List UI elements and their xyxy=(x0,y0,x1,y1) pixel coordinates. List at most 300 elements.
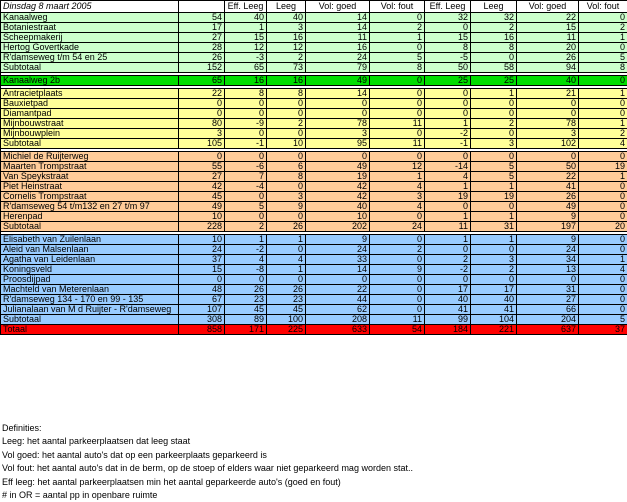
street-name-cell[interactable]: Agatha van Leidenlaan xyxy=(1,255,179,265)
street-name-cell[interactable]: Julianalaan van M d Ruijter - R'damseweg xyxy=(1,305,179,315)
value-cell[interactable]: 0 xyxy=(370,89,425,99)
street-name-cell[interactable]: Machteld van Meterenlaan xyxy=(1,285,179,295)
value-cell[interactable]: 65 xyxy=(225,63,267,73)
street-name-cell[interactable]: Hertog Govertkade xyxy=(1,43,179,53)
street-name-cell[interactable]: Piet Heinstraat xyxy=(1,182,179,192)
value-cell[interactable]: 1 xyxy=(471,212,517,222)
value-cell[interactable]: 40 xyxy=(306,202,370,212)
value-cell[interactable]: 0 xyxy=(579,212,627,222)
value-cell[interactable]: 23 xyxy=(225,295,267,305)
value-cell[interactable]: 3 xyxy=(267,23,306,33)
street-name-cell[interactable]: Scheepmakerij xyxy=(1,33,179,43)
value-cell[interactable]: -9 xyxy=(225,119,267,129)
value-cell[interactable]: 5 xyxy=(579,53,627,63)
value-cell[interactable]: 16 xyxy=(267,33,306,43)
value-cell[interactable]: 100 xyxy=(267,315,306,325)
value-cell[interactable]: 102 xyxy=(517,139,579,149)
value-cell[interactable]: 9 xyxy=(517,212,579,222)
value-cell[interactable]: 637 xyxy=(517,325,579,335)
value-cell[interactable]: 14 xyxy=(306,13,370,23)
value-cell[interactable]: 0 xyxy=(179,275,225,285)
value-cell[interactable]: 0 xyxy=(179,99,225,109)
value-cell[interactable]: 1 xyxy=(471,89,517,99)
value-cell[interactable]: 0 xyxy=(517,275,579,285)
value-cell[interactable]: 204 xyxy=(517,315,579,325)
value-cell[interactable]: 6 xyxy=(267,162,306,172)
value-cell[interactable]: 4 xyxy=(267,255,306,265)
value-cell[interactable]: 0 xyxy=(579,202,627,212)
value-cell[interactable]: 55 xyxy=(179,162,225,172)
value-cell[interactable]: 27 xyxy=(179,33,225,43)
value-cell[interactable]: 99 xyxy=(425,315,471,325)
street-name-cell[interactable]: Proosdijpad xyxy=(1,275,179,285)
value-cell[interactable]: 10 xyxy=(179,235,225,245)
value-cell[interactable]: 67 xyxy=(179,295,225,305)
value-cell[interactable]: -5 xyxy=(425,53,471,63)
value-cell[interactable]: 5 xyxy=(471,172,517,182)
value-cell[interactable]: 2 xyxy=(370,245,425,255)
value-cell[interactable]: 8 xyxy=(267,89,306,99)
value-cell[interactable]: 0 xyxy=(579,152,627,162)
value-cell[interactable]: 80 xyxy=(179,119,225,129)
value-cell[interactable]: 40 xyxy=(267,13,306,23)
value-cell[interactable]: 23 xyxy=(267,295,306,305)
value-cell[interactable]: -6 xyxy=(225,162,267,172)
street-name-cell[interactable]: Kanaalweg 2b xyxy=(1,76,179,86)
value-cell[interactable]: 0 xyxy=(425,23,471,33)
value-cell[interactable]: 4 xyxy=(370,202,425,212)
value-cell[interactable]: 22 xyxy=(517,172,579,182)
value-cell[interactable]: -2 xyxy=(425,265,471,275)
value-cell[interactable]: 15 xyxy=(179,265,225,275)
value-cell[interactable]: 221 xyxy=(471,325,517,335)
value-cell[interactable]: 2 xyxy=(471,119,517,129)
value-cell[interactable]: -3 xyxy=(225,53,267,63)
value-cell[interactable]: 95 xyxy=(306,139,370,149)
value-cell[interactable]: 13 xyxy=(517,265,579,275)
value-cell[interactable]: 66 xyxy=(517,305,579,315)
value-cell[interactable]: 0 xyxy=(179,109,225,119)
value-cell[interactable]: -14 xyxy=(425,162,471,172)
value-cell[interactable]: 0 xyxy=(425,89,471,99)
value-cell[interactable]: 41 xyxy=(471,305,517,315)
value-cell[interactable]: 0 xyxy=(267,212,306,222)
value-cell[interactable]: 2 xyxy=(370,23,425,33)
value-cell[interactable]: 0 xyxy=(579,305,627,315)
value-cell[interactable]: 7 xyxy=(225,172,267,182)
value-cell[interactable]: 73 xyxy=(267,63,306,73)
value-cell[interactable]: 0 xyxy=(370,295,425,305)
value-cell[interactable]: -8 xyxy=(225,265,267,275)
value-cell[interactable]: 19 xyxy=(471,192,517,202)
value-cell[interactable]: 16 xyxy=(471,33,517,43)
value-cell[interactable]: 26 xyxy=(179,53,225,63)
value-cell[interactable]: 0 xyxy=(225,109,267,119)
value-cell[interactable]: 0 xyxy=(425,109,471,119)
value-cell[interactable]: 45 xyxy=(225,305,267,315)
value-cell[interactable]: 24 xyxy=(179,245,225,255)
value-cell[interactable]: 25 xyxy=(471,76,517,86)
value-cell[interactable]: 49 xyxy=(306,76,370,86)
value-cell[interactable]: 24 xyxy=(306,245,370,255)
value-cell[interactable]: 1 xyxy=(267,265,306,275)
value-cell[interactable]: 9 xyxy=(517,235,579,245)
street-name-cell[interactable]: Koningsveld xyxy=(1,265,179,275)
value-cell[interactable]: 8 xyxy=(579,63,627,73)
value-cell[interactable]: 15 xyxy=(225,33,267,43)
value-cell[interactable]: 40 xyxy=(425,295,471,305)
value-cell[interactable]: 11 xyxy=(370,119,425,129)
value-cell[interactable]: 0 xyxy=(370,109,425,119)
value-cell[interactable]: 9 xyxy=(267,202,306,212)
value-cell[interactable]: 0 xyxy=(267,129,306,139)
value-cell[interactable]: 34 xyxy=(517,255,579,265)
value-cell[interactable]: 0 xyxy=(225,192,267,202)
street-name-cell[interactable]: R'damseweg 134 - 170 en 99 - 135 xyxy=(1,295,179,305)
value-cell[interactable]: 31 xyxy=(471,222,517,232)
value-cell[interactable]: 0 xyxy=(517,99,579,109)
value-cell[interactable]: 152 xyxy=(179,63,225,73)
value-cell[interactable]: 24 xyxy=(370,222,425,232)
street-name-cell[interactable]: Cornelis Trompstraat xyxy=(1,192,179,202)
value-cell[interactable]: 12 xyxy=(225,43,267,53)
street-name-cell[interactable]: Subtotaal xyxy=(1,139,179,149)
value-cell[interactable]: 8 xyxy=(471,43,517,53)
value-cell[interactable]: 4 xyxy=(425,172,471,182)
value-cell[interactable]: 26 xyxy=(267,222,306,232)
value-cell[interactable]: 9 xyxy=(370,265,425,275)
value-cell[interactable]: 3 xyxy=(471,139,517,149)
street-name-cell[interactable]: Mijnbouwplein xyxy=(1,129,179,139)
value-cell[interactable]: 1 xyxy=(579,119,627,129)
value-cell[interactable]: 228 xyxy=(179,222,225,232)
value-cell[interactable]: 65 xyxy=(179,76,225,86)
value-cell[interactable]: 33 xyxy=(306,255,370,265)
value-cell[interactable]: 22 xyxy=(306,285,370,295)
value-cell[interactable]: 15 xyxy=(425,33,471,43)
value-cell[interactable]: 22 xyxy=(517,13,579,23)
value-cell[interactable]: 3 xyxy=(471,255,517,265)
value-cell[interactable]: 0 xyxy=(579,235,627,245)
value-cell[interactable]: 1 xyxy=(579,33,627,43)
value-cell[interactable]: 1 xyxy=(370,33,425,43)
value-cell[interactable]: 858 xyxy=(179,325,225,335)
value-cell[interactable]: 0 xyxy=(425,245,471,255)
value-cell[interactable]: 0 xyxy=(425,202,471,212)
value-cell[interactable]: 14 xyxy=(306,89,370,99)
value-cell[interactable]: 0 xyxy=(425,275,471,285)
value-cell[interactable]: 4 xyxy=(579,139,627,149)
value-cell[interactable]: 0 xyxy=(306,99,370,109)
value-cell[interactable]: 2 xyxy=(471,265,517,275)
value-cell[interactable]: 197 xyxy=(517,222,579,232)
value-cell[interactable]: 0 xyxy=(579,43,627,53)
value-cell[interactable]: 3 xyxy=(267,192,306,202)
value-cell[interactable]: 0 xyxy=(579,109,627,119)
value-cell[interactable]: 2 xyxy=(267,119,306,129)
value-cell[interactable]: 0 xyxy=(579,182,627,192)
value-cell[interactable]: 0 xyxy=(579,245,627,255)
street-name-cell[interactable]: Elisabeth van Zuilenlaan xyxy=(1,235,179,245)
value-cell[interactable]: 8 xyxy=(425,43,471,53)
value-cell[interactable]: 0 xyxy=(370,43,425,53)
value-cell[interactable]: 0 xyxy=(579,295,627,305)
value-cell[interactable]: 1 xyxy=(425,235,471,245)
street-name-cell[interactable]: Van Speykstraat xyxy=(1,172,179,182)
value-cell[interactable]: 40 xyxy=(471,295,517,305)
value-cell[interactable]: 19 xyxy=(306,172,370,182)
value-cell[interactable]: 10 xyxy=(267,139,306,149)
value-cell[interactable]: 107 xyxy=(179,305,225,315)
value-cell[interactable]: 0 xyxy=(306,109,370,119)
value-cell[interactable]: 42 xyxy=(306,182,370,192)
value-cell[interactable]: 2 xyxy=(471,23,517,33)
value-cell[interactable]: 0 xyxy=(306,152,370,162)
value-cell[interactable]: 41 xyxy=(425,305,471,315)
value-cell[interactable]: 0 xyxy=(225,275,267,285)
value-cell[interactable]: 1 xyxy=(425,119,471,129)
value-cell[interactable]: 8 xyxy=(225,89,267,99)
value-cell[interactable]: 0 xyxy=(370,255,425,265)
street-name-cell[interactable]: Maarten Trompstraat xyxy=(1,162,179,172)
value-cell[interactable]: 0 xyxy=(267,275,306,285)
value-cell[interactable]: 1 xyxy=(225,23,267,33)
street-name-cell[interactable]: Antracietplaats xyxy=(1,89,179,99)
value-cell[interactable]: 0 xyxy=(370,305,425,315)
value-cell[interactable]: 0 xyxy=(225,152,267,162)
value-cell[interactable]: 3 xyxy=(179,129,225,139)
value-cell[interactable]: 225 xyxy=(267,325,306,335)
value-cell[interactable]: -4 xyxy=(225,182,267,192)
value-cell[interactable]: 24 xyxy=(306,53,370,63)
value-cell[interactable]: 0 xyxy=(267,109,306,119)
value-cell[interactable]: 208 xyxy=(306,315,370,325)
value-cell[interactable]: 78 xyxy=(517,119,579,129)
street-name-cell[interactable]: Herenpad xyxy=(1,212,179,222)
street-name-cell[interactable]: Botaniestraat xyxy=(1,23,179,33)
value-cell[interactable]: 0 xyxy=(225,129,267,139)
value-cell[interactable]: 202 xyxy=(306,222,370,232)
value-cell[interactable]: 1 xyxy=(579,255,627,265)
value-cell[interactable]: 1 xyxy=(425,212,471,222)
street-name-cell[interactable]: Subtotaal xyxy=(1,63,179,73)
value-cell[interactable]: 0 xyxy=(370,285,425,295)
value-cell[interactable]: 0 xyxy=(579,285,627,295)
value-cell[interactable]: 0 xyxy=(471,129,517,139)
value-cell[interactable]: 50 xyxy=(517,162,579,172)
street-name-cell[interactable]: Aleid van Malsenlaan xyxy=(1,245,179,255)
value-cell[interactable]: 89 xyxy=(225,315,267,325)
value-cell[interactable]: 1 xyxy=(425,182,471,192)
value-cell[interactable]: 0 xyxy=(267,182,306,192)
value-cell[interactable]: 32 xyxy=(471,13,517,23)
value-cell[interactable]: 17 xyxy=(425,285,471,295)
value-cell[interactable]: 633 xyxy=(306,325,370,335)
value-cell[interactable]: 26 xyxy=(517,192,579,202)
value-cell[interactable]: 32 xyxy=(425,13,471,23)
value-cell[interactable]: 21 xyxy=(517,89,579,99)
value-cell[interactable]: 42 xyxy=(306,192,370,202)
value-cell[interactable]: 0 xyxy=(225,99,267,109)
value-cell[interactable]: 0 xyxy=(370,99,425,109)
street-name-cell[interactable]: Subtotaal xyxy=(1,222,179,232)
value-cell[interactable]: 48 xyxy=(179,285,225,295)
value-cell[interactable]: 10 xyxy=(179,212,225,222)
value-cell[interactable]: 0 xyxy=(517,152,579,162)
value-cell[interactable]: 0 xyxy=(370,13,425,23)
value-cell[interactable]: 14 xyxy=(306,265,370,275)
value-cell[interactable]: 54 xyxy=(370,325,425,335)
value-cell[interactable]: 40 xyxy=(517,76,579,86)
value-cell[interactable]: 0 xyxy=(579,99,627,109)
value-cell[interactable]: 94 xyxy=(517,63,579,73)
street-name-cell[interactable]: Diamantpad xyxy=(1,109,179,119)
street-name-cell[interactable]: Michiel de Ruijterweg xyxy=(1,152,179,162)
value-cell[interactable]: 0 xyxy=(370,235,425,245)
value-cell[interactable]: 1 xyxy=(267,235,306,245)
value-cell[interactable]: 37 xyxy=(579,325,627,335)
value-cell[interactable]: 104 xyxy=(471,315,517,325)
value-cell[interactable]: 3 xyxy=(517,129,579,139)
value-cell[interactable]: 4 xyxy=(370,182,425,192)
value-cell[interactable]: 27 xyxy=(179,172,225,182)
value-cell[interactable]: 45 xyxy=(267,305,306,315)
value-cell[interactable]: 184 xyxy=(425,325,471,335)
value-cell[interactable]: 0 xyxy=(471,53,517,63)
value-cell[interactable]: 42 xyxy=(179,182,225,192)
value-cell[interactable]: 2 xyxy=(579,129,627,139)
value-cell[interactable]: 45 xyxy=(179,192,225,202)
value-cell[interactable]: 20 xyxy=(517,43,579,53)
value-cell[interactable]: 28 xyxy=(179,43,225,53)
value-cell[interactable]: 0 xyxy=(471,109,517,119)
value-cell[interactable]: 14 xyxy=(306,23,370,33)
value-cell[interactable]: 1 xyxy=(225,235,267,245)
value-cell[interactable]: 105 xyxy=(179,139,225,149)
value-cell[interactable]: 0 xyxy=(579,13,627,23)
value-cell[interactable]: 11 xyxy=(517,33,579,43)
value-cell[interactable]: 171 xyxy=(225,325,267,335)
value-cell[interactable]: 54 xyxy=(179,13,225,23)
value-cell[interactable]: 41 xyxy=(517,182,579,192)
street-name-cell[interactable]: Subtotaal xyxy=(1,315,179,325)
value-cell[interactable]: -1 xyxy=(225,139,267,149)
value-cell[interactable]: 17 xyxy=(179,23,225,33)
value-cell[interactable]: 11 xyxy=(306,33,370,43)
value-cell[interactable]: 2 xyxy=(225,222,267,232)
street-name-cell[interactable]: Totaal xyxy=(1,325,179,335)
value-cell[interactable]: 0 xyxy=(267,245,306,255)
value-cell[interactable]: 0 xyxy=(370,275,425,285)
value-cell[interactable]: 10 xyxy=(306,212,370,222)
value-cell[interactable]: 16 xyxy=(267,76,306,86)
value-cell[interactable]: 12 xyxy=(370,162,425,172)
value-cell[interactable]: 2 xyxy=(579,23,627,33)
value-cell[interactable]: 0 xyxy=(370,212,425,222)
value-cell[interactable]: 0 xyxy=(471,275,517,285)
value-cell[interactable]: 20 xyxy=(579,222,627,232)
value-cell[interactable]: 44 xyxy=(306,295,370,305)
value-cell[interactable]: 8 xyxy=(370,63,425,73)
value-cell[interactable]: 78 xyxy=(306,119,370,129)
value-cell[interactable]: 0 xyxy=(425,99,471,109)
value-cell[interactable]: 4 xyxy=(225,255,267,265)
value-cell[interactable]: 5 xyxy=(471,162,517,172)
value-cell[interactable]: 1 xyxy=(370,172,425,182)
value-cell[interactable]: -2 xyxy=(225,245,267,255)
value-cell[interactable]: 0 xyxy=(579,76,627,86)
value-cell[interactable]: 19 xyxy=(425,192,471,202)
value-cell[interactable]: 0 xyxy=(471,245,517,255)
value-cell[interactable]: 16 xyxy=(306,43,370,53)
value-cell[interactable]: 1 xyxy=(471,235,517,245)
value-cell[interactable]: 9 xyxy=(306,235,370,245)
value-cell[interactable]: 58 xyxy=(471,63,517,73)
value-cell[interactable]: 26 xyxy=(267,285,306,295)
value-cell[interactable]: 26 xyxy=(517,53,579,63)
value-cell[interactable]: 5 xyxy=(225,202,267,212)
value-cell[interactable]: 0 xyxy=(267,99,306,109)
value-cell[interactable]: 50 xyxy=(425,63,471,73)
value-cell[interactable]: 3 xyxy=(370,192,425,202)
value-cell[interactable]: 0 xyxy=(471,202,517,212)
street-name-cell[interactable]: R'damseweg t/m 54 en 25 xyxy=(1,53,179,63)
value-cell[interactable]: 16 xyxy=(225,76,267,86)
street-name-cell[interactable]: Kanaalweg xyxy=(1,13,179,23)
value-cell[interactable]: 1 xyxy=(471,182,517,192)
value-cell[interactable]: 0 xyxy=(471,99,517,109)
value-cell[interactable]: 37 xyxy=(179,255,225,265)
value-cell[interactable]: 40 xyxy=(225,13,267,23)
value-cell[interactable]: 1 xyxy=(579,89,627,99)
value-cell[interactable]: 2 xyxy=(267,53,306,63)
value-cell[interactable]: 0 xyxy=(370,129,425,139)
value-cell[interactable]: 0 xyxy=(517,109,579,119)
value-cell[interactable]: 11 xyxy=(370,139,425,149)
value-cell[interactable]: 0 xyxy=(579,192,627,202)
value-cell[interactable]: 0 xyxy=(370,76,425,86)
value-cell[interactable]: 11 xyxy=(425,222,471,232)
value-cell[interactable]: 0 xyxy=(225,212,267,222)
value-cell[interactable]: 11 xyxy=(370,315,425,325)
value-cell[interactable]: 27 xyxy=(517,295,579,305)
value-cell[interactable]: 24 xyxy=(517,245,579,255)
value-cell[interactable]: 3 xyxy=(306,129,370,139)
value-cell[interactable]: 5 xyxy=(370,53,425,63)
value-cell[interactable]: 308 xyxy=(179,315,225,325)
value-cell[interactable]: -1 xyxy=(425,139,471,149)
value-cell[interactable]: 49 xyxy=(306,162,370,172)
value-cell[interactable]: 26 xyxy=(225,285,267,295)
value-cell[interactable]: 0 xyxy=(370,152,425,162)
street-name-cell[interactable]: R'damseweg 54 t/m132 en 27 t/m 97 xyxy=(1,202,179,212)
value-cell[interactable]: -2 xyxy=(425,129,471,139)
value-cell[interactable]: 0 xyxy=(179,152,225,162)
value-cell[interactable]: 0 xyxy=(471,152,517,162)
value-cell[interactable]: 25 xyxy=(425,76,471,86)
value-cell[interactable]: 79 xyxy=(306,63,370,73)
value-cell[interactable]: 31 xyxy=(517,285,579,295)
value-cell[interactable]: 8 xyxy=(267,172,306,182)
value-cell[interactable]: 12 xyxy=(267,43,306,53)
value-cell[interactable]: 0 xyxy=(579,275,627,285)
street-name-cell[interactable]: Bauxietpad xyxy=(1,99,179,109)
value-cell[interactable]: 5 xyxy=(579,315,627,325)
value-cell[interactable]: 62 xyxy=(306,305,370,315)
value-cell[interactable]: 0 xyxy=(425,152,471,162)
value-cell[interactable]: 22 xyxy=(179,89,225,99)
value-cell[interactable]: 2 xyxy=(425,255,471,265)
